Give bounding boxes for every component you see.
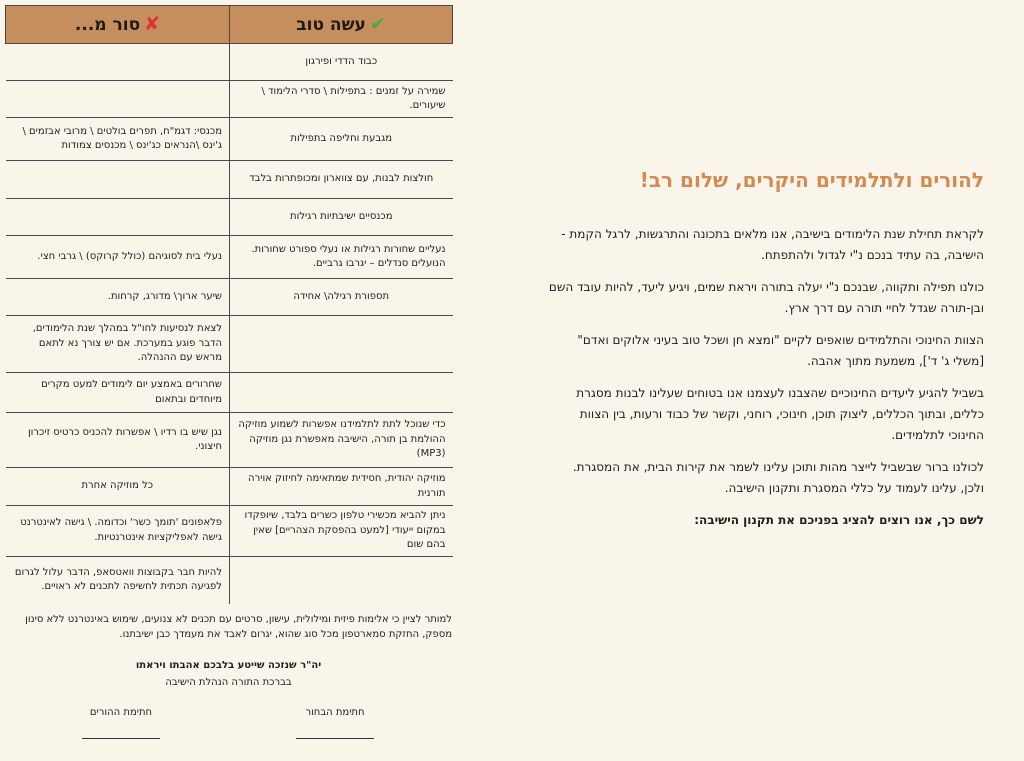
- good-cell: מגבעת וחליפה בתפילות: [230, 118, 453, 161]
- header-do-good: ✔עשה טוב: [230, 6, 453, 44]
- footnote-warning: למותר לציין כי אלימות פיזית ומילולית, עישון, סרטים עם תכנים לא צנועים, שימוש באינטרנט ללא סינון מספק, החזקת סמארטפון מכל סוג שהוא, יגרום לאבד את מעמדך כבן ישיבתנו.: [25, 614, 452, 640]
- blessing-line: יה"ר שנזכה שייטע בלבכם אהבתו ויראתו: [135, 660, 322, 671]
- letter-title: להורים ולתלמידים היקרים, שלום רב!: [639, 168, 984, 192]
- letter: [548, 168, 984, 542]
- bad-cell: להיות חבר בקבוצות וואטסאפ, הדבר עלול לגרום לפגיעה תכתית לחשיפה לתכנים לא ראויים.: [14, 566, 222, 593]
- signature-parents: [82, 707, 160, 739]
- table-row: [6, 373, 453, 413]
- table-row: [6, 506, 453, 557]
- good-cell: [230, 373, 453, 413]
- table-row: [6, 316, 453, 373]
- table-row: [6, 161, 453, 199]
- good-cell: ניתן להביא מכשירי טלפון כשרים בלבד, שיופקדו במקום ייעודי [למעט בהפסקת הצהריים] שאין בהם שום: [230, 506, 453, 557]
- bad-cell: כל מוזיקה אחרת: [6, 468, 230, 506]
- bad-cell: [6, 199, 230, 236]
- table-row: [6, 279, 453, 316]
- bad-cell: [6, 44, 230, 81]
- signature-parents-label: חתימת ההורים: [89, 707, 153, 718]
- letter-paragraph: בשביל להגיע ליעדים החינוכיים שהצבנו לעצמנו אנו בטוחים שעלינו לבנות מסגרת כללים, ובתוך הכללים, ליצוק תוכן, חינוכי, רוחני, וקשר של כבוד ורעות, בין הצוות החינוכי לתלמידים.: [576, 386, 984, 442]
- good-cell: חולצות לבנות, עם צווארון ומכופתרות בלבד: [230, 161, 453, 199]
- bad-cell: שיער ארוך\ מדורג, קרחות.: [6, 279, 230, 316]
- bad-cell: מכנסי: דגמ"ח, תפרים בולטים \ מרובי אבזמים \ ג'ינס \הנראים כג'ינס \ מכנסים צמודות: [6, 118, 230, 161]
- bad-cell: פלאפונים 'תומך כשר' וכדומה. \ גישה לאינטרנט גישה לאפליקציות אינטרנטיות.: [6, 506, 230, 557]
- bad-cell: [6, 81, 230, 118]
- signature-line: [296, 738, 374, 739]
- letter-closing: לשם כך, אנו רוצים להציג בפניכם את תקנון הישיבה:: [694, 513, 984, 527]
- good-cell: כדי שנוכל לתת לתלמידנו אפשרות לשמוע מוזיקה ההולמת בן תורה, הישיבה מאפשרת נגן מוזיקה (MP3): [230, 413, 453, 468]
- table-row: [6, 413, 453, 468]
- cross-icon: ✘: [144, 12, 161, 35]
- check-icon: ✔: [369, 12, 386, 35]
- table-header-row: [6, 6, 453, 44]
- table-row: [6, 44, 453, 81]
- bad-cell: לצאת לנסיעות לחו"ל במהלך שנת הלימודים, הדבר פוגע במערכת. אם יש צורך נא לתאם מראש עם ההנהלה.: [6, 316, 230, 373]
- table-row: [6, 81, 453, 118]
- letter-paragraph: הצוות החינוכי והתלמידים שואפים לקיים "ומצא חן ושכל טוב בעיני אלוקים ואדם" [משלי ג' ד'], משמעת מתוך אהבה.: [577, 333, 984, 368]
- signature-student: [296, 707, 374, 739]
- signature-student-label: חתימת הבחור: [305, 707, 365, 718]
- good-cell: שמירה על זמנים : בתפילות \ סדרי הלימוד \ שיעורים.: [230, 81, 453, 118]
- bad-cell: [6, 161, 230, 199]
- good-cell: [230, 556, 453, 604]
- letter-paragraph: לכולנו ברור שבשביל לייצר מהות ותוכן עלינו לשמר את קירות הבית, את המסגרת. ולכן, עלינו לעמוד על כללי המסגרת ותקנון הישיבה.: [572, 460, 984, 495]
- rules-table: [5, 5, 453, 604]
- signature-yeshiva: בברכת התורה הנהלת הישיבה: [165, 677, 292, 688]
- bad-cell: שחרורים באמצע יום לימודים למעט מקרים מיוחדים ובתאום: [6, 373, 230, 413]
- signature-line: [82, 738, 160, 739]
- table-row: [6, 118, 453, 161]
- good-cell: [230, 316, 453, 373]
- good-cell: נעליים שחורות רגילות או נעלי ספורט שחורות. הנועלים סנדלים – יגרבו גרביים.: [230, 236, 453, 279]
- letter-paragraph: כולנו תפילה ותקווה, שבנכם נ"י יעלה בתורה ויראת שמים, ויגיע ליעד, להיות עובד השם ובן-תורה שגדל לחיי תורה עם דרך ארץ.: [548, 280, 984, 315]
- table-row: [6, 556, 453, 604]
- letter-paragraph: לקראת תחילת שנת הלימודים בישיבה, אנו מלאים בתכונה והתרגשות, לרגל הקמת -הישיבה, בה עתיד בנכם נ"י לגדול ולהתפתח.: [561, 227, 984, 262]
- good-cell: מכנסיים ישיבתיות רגילות: [230, 199, 453, 236]
- table-row: [6, 236, 453, 279]
- header-avoid: ✘סור מ...: [6, 6, 230, 44]
- good-cell: מוזיקה יהודית, חסידית שמתאימה לחיזוק אוירה תורנית: [230, 468, 453, 506]
- bad-cell: נעלי בית לסוגיהם (כולל קרוקס) \ גרבי חצי.: [6, 236, 230, 279]
- good-cell: תספורת רגילה\ אחידה: [230, 279, 453, 316]
- table-row: [6, 468, 453, 506]
- bad-cell: נגן שיש בו רדיו \ אפשרות להכניס כרטיס זיכרון חיצוני.: [6, 413, 230, 468]
- table-row: [6, 199, 453, 236]
- good-cell: כבוד הדדי ופירגון: [230, 44, 453, 81]
